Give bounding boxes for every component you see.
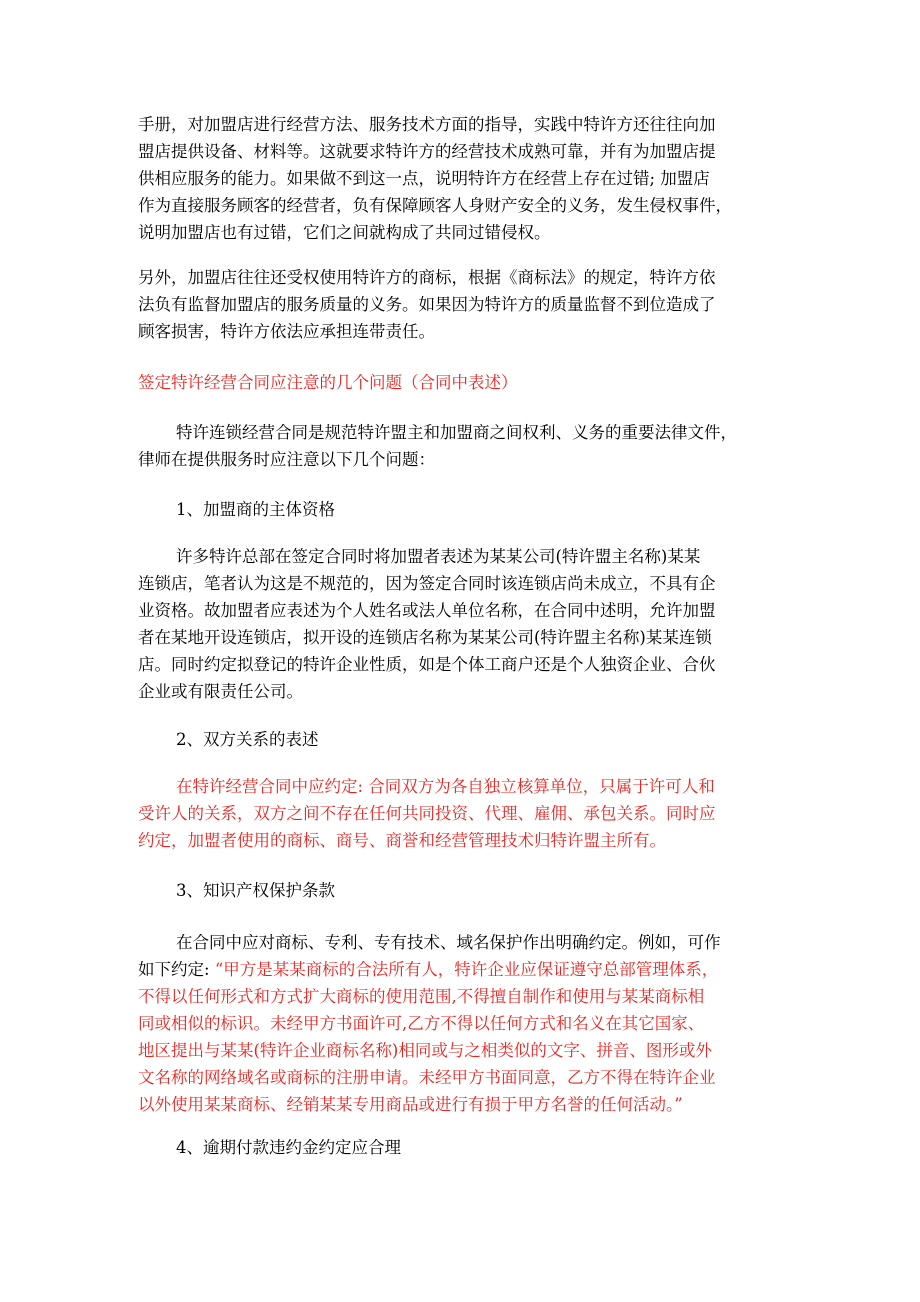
text-line: 在合同中应对商标、专利、专有技术、域名保护作出明确约定。例如，可作 <box>176 933 721 952</box>
text-line: 另外，加盟店往往还受权使用特许方的商标，根据《商标法》的规定，特许方依 <box>138 268 716 287</box>
text-line: 盟店提供设备、材料等。这就要求特许方的经营技术成熟可靠，并有为加盟店提 <box>138 142 716 161</box>
text-line: 店。同时约定拟登记的特许企业性质，如是个体工商户还是个人独资企业、合伙 <box>138 655 716 674</box>
heading-2 <box>138 726 788 753</box>
text-line: 供相应服务的能力。如果做不到这一点，说明特许方在经营上存在过错; 加盟店 <box>138 169 710 188</box>
text-line: 约定，加盟者使用的商标、商号、商誉和经营管理技术归特许盟主所有。 <box>138 831 666 850</box>
text-line: 在特许经营合同中应约定: 合同双方为各自独立核算单位，只属于许可人和 <box>176 777 715 796</box>
text-segment: 如下约定: <box>138 960 215 979</box>
text-line: 地区提出与某某(特许企业商标名称)相同或与之相类似的文字、拼音、图形或外 <box>138 1041 712 1060</box>
heading-1 <box>138 496 788 523</box>
text-line: 律师在提供服务时应注意以下几个问题： <box>138 450 435 469</box>
text-line: 法负有监督加盟店的服务质量的义务。如果因为特许方的质量监督不到位造成了 <box>138 295 716 314</box>
section-title-text: 签定特许经营合同应注意的几个问题（合同中表述） <box>138 373 518 392</box>
paragraph-5 <box>138 929 788 1118</box>
section-title <box>138 369 788 396</box>
text-line: 文名称的网络域名或商标的注册申请。未经甲方书面同意，乙方不得在特许企业 <box>138 1068 716 1087</box>
text-line: 说明加盟店也有过错，它们之间就构成了共同过错侵权。 <box>138 223 551 242</box>
text-line-mixed <box>138 956 788 983</box>
text-line: 业资格。故加盟者应表述为个人姓名或法人单位名称，在合同中述明，允许加盟 <box>138 601 716 620</box>
text-line: 顾客损害，特许方依法应承担连带责任。 <box>138 322 435 341</box>
paragraph-2 <box>138 264 788 345</box>
text-line: 以外使用某某商标、经销某某专用商品或进行有损于甲方名誉的任何活动。” <box>138 1095 683 1114</box>
text-line: 作为直接服务顾客的经营者，负有保障顾客人身财产安全的义务，发生侵权事件， <box>138 196 732 215</box>
text-line: 手册，对加盟店进行经营方法、服务技术方面的指导，实践中特许方还往往向加 <box>138 115 716 134</box>
quote-segment: “甲方是某某商标的合法所有人，特许企业应保证遵守总部管理体系， <box>214 960 719 979</box>
text-line: 同或相似的标识。未经甲方书面许可,乙方不得以任何方式和名义在其它国家、 <box>138 1014 705 1033</box>
heading-text: 3、知识产权保护条款 <box>176 881 335 900</box>
heading-text: 1、加盟商的主体资格 <box>176 500 335 519</box>
heading-3 <box>138 877 788 904</box>
intro-paragraph <box>138 419 788 473</box>
text-line: 受许人的关系，双方之间不存在任何共同投资、代理、雇佣、承包关系。同时应 <box>138 804 716 823</box>
paragraph-1 <box>138 111 788 246</box>
paragraph-4 <box>138 773 788 854</box>
heading-4 <box>138 1134 788 1161</box>
text-line: 连锁店，笔者认为这是不规范的，因为签定合同时该连锁店尚未成立，不具有企 <box>138 574 716 593</box>
heading-text: 2、双方关系的表述 <box>176 730 319 749</box>
text-line: 特许连锁经营合同是规范特许盟主和加盟商之间权利、义务的重要法律文件， <box>176 423 737 442</box>
text-line: 企业或有限责任公司。 <box>138 682 303 701</box>
text-line: 不得以任何形式和方式扩大商标的使用范围,不得擅自制作和使用与某某商标相 <box>138 987 705 1006</box>
heading-text: 4、逾期付款违约金约定应合理 <box>176 1138 401 1157</box>
text-line: 者在某地开设连锁店，拟开设的连锁店名称为某某公司(特许盟主名称)某某连锁 <box>138 628 712 647</box>
text-line: 许多特许总部在签定合同时将加盟者表述为某某公司(特许盟主名称)某某 <box>176 547 701 566</box>
paragraph-3 <box>138 543 788 705</box>
